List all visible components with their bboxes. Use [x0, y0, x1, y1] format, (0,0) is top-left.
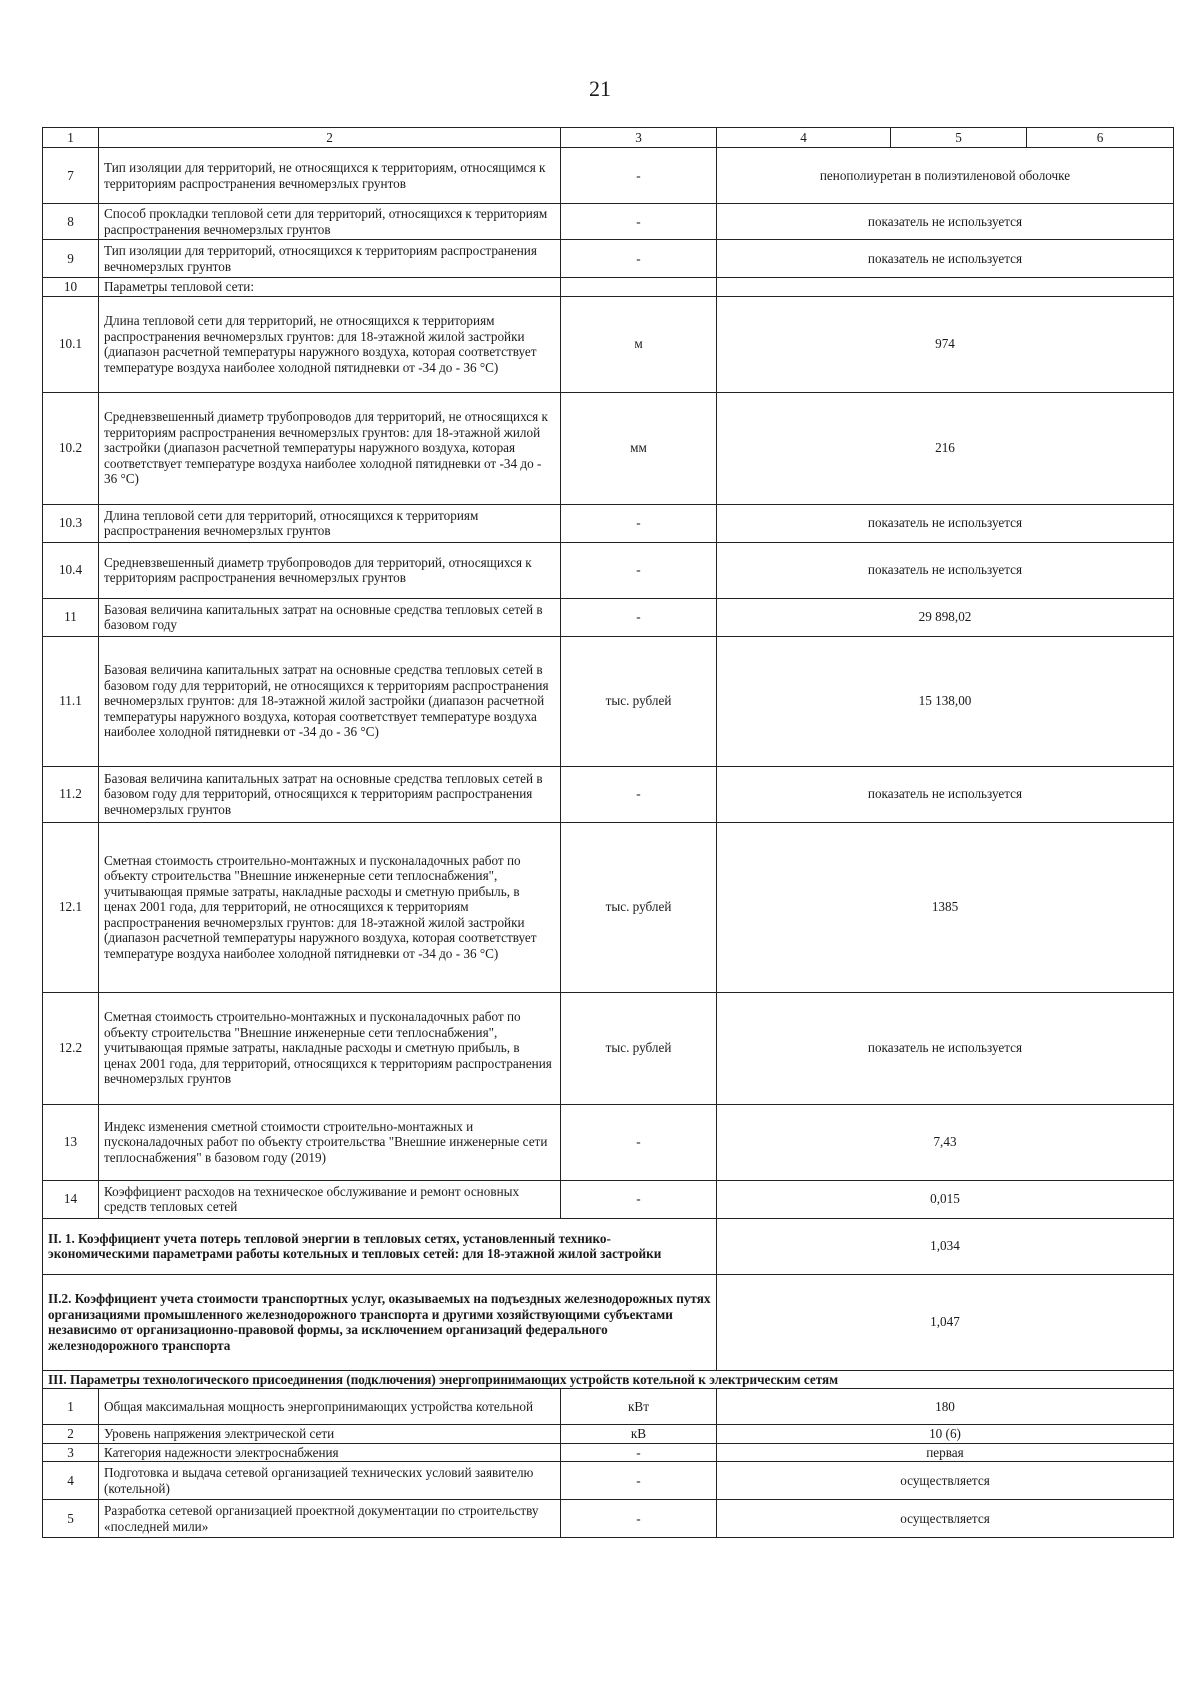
- row-description: Параметры тепловой сети:: [99, 278, 561, 297]
- row-description: Общая максимальная мощность энергопринимающих устройства котельной: [99, 1389, 561, 1425]
- row-unit: -: [561, 148, 717, 204]
- row-number: 14: [43, 1180, 99, 1218]
- table-row: [43, 766, 1174, 822]
- table-row: [43, 542, 1174, 598]
- coefficient-description: II.2. Коэффициент учета стоимости транспортных услуг, оказываемых на подъездных железнодорожных путях организациями промышленного железнодорожного транспорта и другими хозяйствующими субъектами независимо от организационно-правовой формы, за исключением организаций федерального железнодорожного транспорта: [43, 1274, 717, 1370]
- row-number: 5: [43, 1500, 99, 1538]
- coefficient-row: [43, 1274, 1174, 1370]
- table-row: [43, 204, 1174, 240]
- row-number: 4: [43, 1462, 99, 1500]
- row-description: Средневзвешенный диаметр трубопроводов для территорий, относящихся к территориям распространения вечномерзлых грунтов: [99, 542, 561, 598]
- row-description: Базовая величина капитальных затрат на основные средства тепловых сетей в базовом году: [99, 598, 561, 636]
- coefficient-description: II. 1. Коэффициент учета потерь тепловой энергии в тепловых сетях, установленный технико-экономическими параметрами работы котельных и тепловых сетей: для 18-этажной жилой застройки: [43, 1218, 717, 1274]
- row-unit: -: [561, 1500, 717, 1538]
- table-row: [43, 392, 1174, 504]
- parameters-table: [42, 127, 1174, 1538]
- row-number: 12.1: [43, 822, 99, 992]
- table-row: [43, 296, 1174, 392]
- row-value: 10 (6): [717, 1425, 1174, 1444]
- table-row: [43, 1500, 1174, 1538]
- row-number: 10.1: [43, 296, 99, 392]
- row-description: Тип изоляции для территорий, не относящихся к территориям, относящимся к территориям распространения вечномерзлых грунтов: [99, 148, 561, 204]
- row-number: 7: [43, 148, 99, 204]
- row-number: 10.4: [43, 542, 99, 598]
- row-number: 10.3: [43, 504, 99, 542]
- row-value: показатель не используется: [717, 542, 1174, 598]
- column-header: 3: [561, 128, 717, 148]
- column-header: 6: [1027, 128, 1174, 148]
- row-description: Длина тепловой сети для территорий, не относящихся к территориям распространения вечномерзлых грунтов: для 18-этажной жилой застройки (диапазон расчетной температуры наружного воздуха, которая соответствует температуре воздуха наиболее холодной пятидневки от -34 до - 36 °C): [99, 296, 561, 392]
- table-row: [43, 598, 1174, 636]
- row-description: Базовая величина капитальных затрат на основные средства тепловых сетей в базовом году для территорий, относящихся к территориям распространения вечномерзлых грунтов: [99, 766, 561, 822]
- row-value: показатель не используется: [717, 992, 1174, 1104]
- row-value: 974: [717, 296, 1174, 392]
- row-number: 11.2: [43, 766, 99, 822]
- table-row: [43, 504, 1174, 542]
- row-number: 9: [43, 240, 99, 278]
- row-number: 10.2: [43, 392, 99, 504]
- row-number: 11.1: [43, 636, 99, 766]
- row-value: [717, 278, 1174, 297]
- page-number: 21: [589, 76, 611, 101]
- table-row: [43, 1180, 1174, 1218]
- row-unit: мм: [561, 392, 717, 504]
- table-row: [43, 1104, 1174, 1180]
- row-description: Сметная стоимость строительно-монтажных и пусконаладочных работ по объекту строительства "Внешние инженерные сети теплоснабжения", учитывающая прямые затраты, накладные расходы и сметную прибыль, в ценах 2001 года, для территорий, относящихся к территориям распространения вечномерзлых грунтов: [99, 992, 561, 1104]
- row-unit: тыс. рублей: [561, 992, 717, 1104]
- row-number: 13: [43, 1104, 99, 1180]
- table-header-row: [43, 128, 1174, 148]
- row-unit: кВт: [561, 1389, 717, 1425]
- row-description: Разработка сетевой организацией проектной документации по строительству «последней мили»: [99, 1500, 561, 1538]
- row-unit: м: [561, 296, 717, 392]
- row-unit: -: [561, 1180, 717, 1218]
- table-row: [43, 822, 1174, 992]
- row-unit: кВ: [561, 1425, 717, 1444]
- row-value: 216: [717, 392, 1174, 504]
- column-header: 5: [891, 128, 1027, 148]
- row-unit: -: [561, 1462, 717, 1500]
- row-value: 180: [717, 1389, 1174, 1425]
- row-description: Базовая величина капитальных затрат на основные средства тепловых сетей в базовом году для территорий, не относящихся к территориям распространения вечномерзлых грунтов: для 18-этажной жилой застройки (диапазон расчетной температуры наружного воздуха, которая соответствует температуре воздуха наиболее холодной пятидневки от -34 до - 36 °C): [99, 636, 561, 766]
- coefficient-row: [43, 1218, 1174, 1274]
- row-unit: [561, 278, 717, 297]
- coefficient-value: 1,034: [717, 1218, 1174, 1274]
- row-value: 0,015: [717, 1180, 1174, 1218]
- row-unit: -: [561, 1443, 717, 1462]
- row-unit: -: [561, 542, 717, 598]
- row-unit: -: [561, 504, 717, 542]
- row-description: Длина тепловой сети для территорий, относящихся к территориям распространения вечномерзлых грунтов: [99, 504, 561, 542]
- row-value: осуществляется: [717, 1500, 1174, 1538]
- row-number: 10: [43, 278, 99, 297]
- table-row: [43, 992, 1174, 1104]
- row-description: Уровень напряжения электрической сети: [99, 1425, 561, 1444]
- column-header: 1: [43, 128, 99, 148]
- row-number: 11: [43, 598, 99, 636]
- row-unit: тыс. рублей: [561, 822, 717, 992]
- row-description: Коэффициент расходов на техническое обслуживание и ремонт основных средств тепловых сетей: [99, 1180, 561, 1218]
- row-unit: -: [561, 1104, 717, 1180]
- table-row: [43, 636, 1174, 766]
- row-value: показатель не используется: [717, 240, 1174, 278]
- row-unit: -: [561, 598, 717, 636]
- table-row: [43, 1462, 1174, 1500]
- row-number: 2: [43, 1425, 99, 1444]
- row-description: Индекс изменения сметной стоимости строительно-монтажных и пусконаладочных работ по объекту строительства "Внешние инженерные сети теплоснабжения" в базовом году (2019): [99, 1104, 561, 1180]
- row-value: осуществляется: [717, 1462, 1174, 1500]
- row-number: 3: [43, 1443, 99, 1462]
- row-unit: -: [561, 240, 717, 278]
- coefficient-value: 1,047: [717, 1274, 1174, 1370]
- row-description: Способ прокладки тепловой сети для территорий, относящихся к территориям распространения вечномерзлых грунтов: [99, 204, 561, 240]
- column-header: 4: [717, 128, 891, 148]
- table-row: [43, 1443, 1174, 1462]
- column-header: 2: [99, 128, 561, 148]
- row-description: Средневзвешенный диаметр трубопроводов для территорий, не относящихся к территориям распространения вечномерзлых грунтов: для 18-этажной жилой застройки (диапазон расчетной температуры наружного воздуха, которая соответствует температуре воздуха наиболее холодной пятидневки от -34 до - 36 °C): [99, 392, 561, 504]
- row-value: показатель не используется: [717, 204, 1174, 240]
- row-number: 8: [43, 204, 99, 240]
- row-description: Сметная стоимость строительно-монтажных и пусконаладочных работ по объекту строительства "Внешние инженерные сети теплоснабжения", учитывающая прямые затраты, накладные расходы и сметную прибыль, в ценах 2001 года, для территорий, не относящихся к территориям распространения вечномерзлых грунтов: для 18-этажной жилой застройки (диапазон расчетной температуры наружного воздуха, которая соответствует температуре воздуха наиболее холодной пятидневки от -34 до - 36 °C): [99, 822, 561, 992]
- row-value: 29 898,02: [717, 598, 1174, 636]
- row-unit: тыс. рублей: [561, 636, 717, 766]
- row-value: пенополиуретан в полиэтиленовой оболочке: [717, 148, 1174, 204]
- row-unit: -: [561, 204, 717, 240]
- row-value: показатель не используется: [717, 504, 1174, 542]
- table-row: [43, 148, 1174, 204]
- row-unit: -: [561, 766, 717, 822]
- row-value: 1385: [717, 822, 1174, 992]
- section-heading-row: [43, 1370, 1174, 1389]
- table-row: [43, 240, 1174, 278]
- table-row: [43, 278, 1174, 297]
- row-description: Тип изоляции для территорий, относящихся к территориям распространения вечномерзлых грунтов: [99, 240, 561, 278]
- row-description: Категория надежности электроснабжения: [99, 1443, 561, 1462]
- section-heading: III. Параметры технологического присоединения (подключения) энергопринимающих устройств котельной к электрическим сетям: [43, 1370, 1174, 1389]
- row-value: первая: [717, 1443, 1174, 1462]
- row-number: 1: [43, 1389, 99, 1425]
- table-row: [43, 1389, 1174, 1425]
- row-value: 7,43: [717, 1104, 1174, 1180]
- row-number: 12.2: [43, 992, 99, 1104]
- row-value: показатель не используется: [717, 766, 1174, 822]
- table-row: [43, 1425, 1174, 1444]
- row-description: Подготовка и выдача сетевой организацией технических условий заявителю (котельной): [99, 1462, 561, 1500]
- row-value: 15 138,00: [717, 636, 1174, 766]
